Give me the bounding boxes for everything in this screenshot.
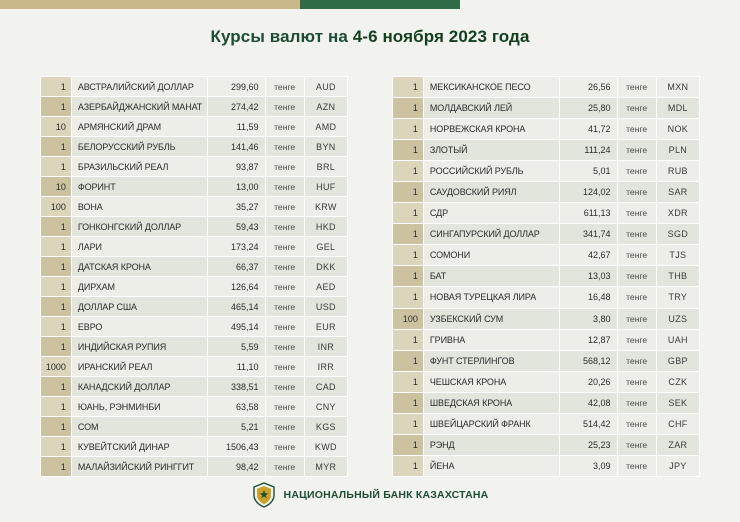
currency-quantity: 1: [41, 257, 72, 277]
currency-unit: тенге: [617, 287, 656, 308]
footer: [0, 482, 740, 508]
currency-code: NOK: [656, 119, 699, 140]
table-row: [41, 337, 348, 357]
currency-code: DKK: [304, 257, 347, 277]
currency-rate: 495,14: [207, 317, 265, 337]
currency-quantity: 1: [41, 157, 72, 177]
table-row: [393, 371, 700, 392]
currency-quantity: 1: [393, 98, 424, 119]
currency-code: CHF: [656, 413, 699, 434]
table-row: [41, 237, 348, 257]
table-row: [41, 437, 348, 457]
currency-name: ИРАНСКИЙ РЕАЛ: [71, 357, 207, 377]
currency-quantity: 1: [41, 337, 72, 357]
currency-rate: 12,87: [559, 329, 617, 350]
currency-rate: 111,24: [559, 140, 617, 161]
currency-code: CAD: [304, 377, 347, 397]
currency-name: СОМОНИ: [423, 245, 559, 266]
currency-code: GBP: [656, 350, 699, 371]
table-row: [41, 377, 348, 397]
table-row: [41, 97, 348, 117]
currency-rate: 5,59: [207, 337, 265, 357]
currency-code: AZN: [304, 97, 347, 117]
currency-quantity: 1: [393, 140, 424, 161]
currency-quantity: 1000: [41, 357, 72, 377]
currency-quantity: 1: [393, 245, 424, 266]
table-row: [41, 157, 348, 177]
currency-name: ВОНА: [71, 197, 207, 217]
currency-name: ГОНКОНГСКИЙ ДОЛЛАР: [71, 217, 207, 237]
currency-rate: 59,43: [207, 217, 265, 237]
currency-unit: тенге: [265, 157, 304, 177]
currency-name: НОВАЯ ТУРЕЦКАЯ ЛИРА: [423, 287, 559, 308]
currency-code: MXN: [656, 77, 699, 98]
currency-rate: 16,48: [559, 287, 617, 308]
currency-rate: 26,56: [559, 77, 617, 98]
currency-unit: тенге: [265, 397, 304, 417]
currency-code: HKD: [304, 217, 347, 237]
currency-name: АВСТРАЛИЙСКИЙ ДОЛЛАР: [71, 77, 207, 97]
currency-quantity: 1: [41, 97, 72, 117]
table-row: [393, 287, 700, 308]
currency-code: MYR: [304, 457, 347, 477]
currency-quantity: 1: [393, 182, 424, 203]
currency-name: ФУНТ СТЕРЛИНГОВ: [423, 350, 559, 371]
currency-rate: 20,26: [559, 371, 617, 392]
currency-name: УЗБЕКСКИЙ СУМ: [423, 308, 559, 329]
currency-name: ИНДИЙСКАЯ РУПИЯ: [71, 337, 207, 357]
top-bar-green-segment: [300, 0, 460, 9]
currency-rate: 35,27: [207, 197, 265, 217]
currency-code: PLN: [656, 140, 699, 161]
currency-unit: тенге: [265, 237, 304, 257]
table-row: [41, 177, 348, 197]
currency-code: AED: [304, 277, 347, 297]
table-row: [41, 357, 348, 377]
currency-quantity: 1: [41, 217, 72, 237]
currency-code: XDR: [656, 203, 699, 224]
currency-rate: 299,60: [207, 77, 265, 97]
table-row: [41, 277, 348, 297]
currency-code: SEK: [656, 392, 699, 413]
table-row: [393, 245, 700, 266]
currency-name: СОМ: [71, 417, 207, 437]
currency-rate: 5,01: [559, 161, 617, 182]
currency-unit: тенге: [265, 177, 304, 197]
currency-rate: 126,64: [207, 277, 265, 297]
currency-rate: 42,67: [559, 245, 617, 266]
currency-unit: тенге: [265, 137, 304, 157]
table-row: [393, 350, 700, 371]
currency-quantity: 1: [393, 350, 424, 371]
currency-quantity: 1: [41, 437, 72, 457]
currency-name: РЭНД: [423, 434, 559, 455]
currency-name: ДИРХАМ: [71, 277, 207, 297]
currency-rate: 13,00: [207, 177, 265, 197]
currency-unit: тенге: [617, 266, 656, 287]
currency-code: UAH: [656, 329, 699, 350]
currency-rate: 341,74: [559, 224, 617, 245]
currency-unit: тенге: [265, 317, 304, 337]
currency-rate: 274,42: [207, 97, 265, 117]
currency-quantity: 100: [393, 308, 424, 329]
currency-rate: 93,87: [207, 157, 265, 177]
currency-code: AUD: [304, 77, 347, 97]
currency-quantity: 1: [393, 455, 424, 476]
currency-rate: 13,03: [559, 266, 617, 287]
table-row: [41, 137, 348, 157]
table-row: [393, 182, 700, 203]
currency-name: ЧЕШСКАЯ КРОНА: [423, 371, 559, 392]
currency-unit: тенге: [617, 455, 656, 476]
currency-unit: тенге: [617, 140, 656, 161]
currency-quantity: 1: [393, 119, 424, 140]
currency-code: KGS: [304, 417, 347, 437]
currency-rate: 25,80: [559, 98, 617, 119]
currency-quantity: 1: [41, 77, 72, 97]
currency-code: KWD: [304, 437, 347, 457]
currency-code: THB: [656, 266, 699, 287]
table-row: [393, 119, 700, 140]
currency-name: БАТ: [423, 266, 559, 287]
currency-unit: тенге: [265, 117, 304, 137]
currency-unit: тенге: [265, 417, 304, 437]
currency-unit: тенге: [265, 97, 304, 117]
table-row: [41, 117, 348, 137]
currency-rate: 173,24: [207, 237, 265, 257]
currency-unit: тенге: [265, 277, 304, 297]
currency-name: ГРИВНА: [423, 329, 559, 350]
currency-unit: тенге: [617, 77, 656, 98]
currency-unit: тенге: [265, 297, 304, 317]
currency-name: РОССИЙСКИЙ РУБЛЬ: [423, 161, 559, 182]
currency-name: ШВЕЙЦАРСКИЙ ФРАНК: [423, 413, 559, 434]
currency-quantity: 100: [41, 197, 72, 217]
table-row: [41, 417, 348, 437]
table-row: [393, 77, 700, 98]
currency-rate: 141,46: [207, 137, 265, 157]
currency-name: ЕВРО: [71, 317, 207, 337]
table-row: [393, 98, 700, 119]
currency-tables-container: [0, 76, 740, 477]
currency-quantity: 1: [41, 137, 72, 157]
currency-code: JPY: [656, 455, 699, 476]
currency-code: TRY: [656, 287, 699, 308]
table-row: [393, 224, 700, 245]
currency-quantity: 1: [393, 266, 424, 287]
currency-rate: 5,21: [207, 417, 265, 437]
table-row: [393, 308, 700, 329]
currency-unit: тенге: [265, 77, 304, 97]
currency-quantity: 1: [41, 417, 72, 437]
currency-name: САУДОВСКИЙ РИЯЛ: [423, 182, 559, 203]
currency-quantity: 1: [393, 434, 424, 455]
currency-name: БЕЛОРУССКИЙ РУБЛЬ: [71, 137, 207, 157]
currency-rate: 1506,43: [207, 437, 265, 457]
page-title-prefix: Курсы валют на: [210, 27, 353, 46]
currency-quantity: 1: [393, 224, 424, 245]
decorative-top-bar: [0, 0, 740, 9]
currency-quantity: 1: [393, 371, 424, 392]
table-row: [393, 413, 700, 434]
currency-unit: тенге: [265, 357, 304, 377]
currency-name: КАНАДСКИЙ ДОЛЛАР: [71, 377, 207, 397]
currency-name: МАЛАЙЗИЙСКИЙ РИНГГИТ: [71, 457, 207, 477]
currency-quantity: 1: [393, 413, 424, 434]
table-row: [393, 434, 700, 455]
currency-unit: тенге: [617, 203, 656, 224]
currency-unit: тенге: [265, 257, 304, 277]
currency-code: SAR: [656, 182, 699, 203]
currency-quantity: 1: [41, 317, 72, 337]
table-row: [41, 397, 348, 417]
currency-unit: тенге: [265, 377, 304, 397]
currency-quantity: 1: [41, 297, 72, 317]
table-row: [393, 329, 700, 350]
currency-unit: тенге: [617, 308, 656, 329]
currency-unit: тенге: [265, 457, 304, 477]
currency-code: ZAR: [656, 434, 699, 455]
currency-unit: тенге: [617, 413, 656, 434]
currency-name: БРАЗИЛЬСКИЙ РЕАЛ: [71, 157, 207, 177]
top-bar-gold-segment: [0, 0, 300, 9]
currency-quantity: 1: [41, 377, 72, 397]
currency-code: CNY: [304, 397, 347, 417]
currency-unit: тенге: [265, 217, 304, 237]
currency-unit: тенге: [265, 337, 304, 357]
currency-quantity: 10: [41, 117, 72, 137]
currency-code: SGD: [656, 224, 699, 245]
currency-code: MDL: [656, 98, 699, 119]
currency-rate: 11,10: [207, 357, 265, 377]
table-row: [41, 317, 348, 337]
currency-name: ЙЕНА: [423, 455, 559, 476]
table-row: [41, 197, 348, 217]
currency-name: ЛАРИ: [71, 237, 207, 257]
footer-label: НАЦИОНАЛЬНЫЙ БАНК КАЗАХСТАНА: [283, 489, 489, 501]
currency-rate: 98,42: [207, 457, 265, 477]
currency-unit: тенге: [617, 371, 656, 392]
currency-unit: тенге: [617, 161, 656, 182]
table-row: [393, 203, 700, 224]
currency-code: GEL: [304, 237, 347, 257]
currency-code: KRW: [304, 197, 347, 217]
currency-table-right: [392, 76, 700, 477]
currency-rate: 3,09: [559, 455, 617, 476]
currency-name: СИНГАПУРСКИЙ ДОЛЛАР: [423, 224, 559, 245]
currency-rate: 514,42: [559, 413, 617, 434]
currency-quantity: 1: [41, 397, 72, 417]
currency-name: НОРВЕЖСКАЯ КРОНА: [423, 119, 559, 140]
currency-name: МЕКСИКАНСКОЕ ПЕСО: [423, 77, 559, 98]
table-row: [393, 266, 700, 287]
currency-rate: 41,72: [559, 119, 617, 140]
currency-name: ЗЛОТЫЙ: [423, 140, 559, 161]
currency-quantity: 1: [393, 329, 424, 350]
currency-table-left: [40, 76, 348, 477]
table-row: [393, 455, 700, 476]
bank-emblem-icon: [252, 482, 276, 508]
currency-unit: тенге: [617, 98, 656, 119]
currency-rate: 124,02: [559, 182, 617, 203]
currency-code: BRL: [304, 157, 347, 177]
currency-name: АЗЕРБАЙДЖАНСКИЙ МАНАТ: [71, 97, 207, 117]
table-row: [41, 217, 348, 237]
currency-rate: 3,80: [559, 308, 617, 329]
currency-name: ДОЛЛАР США: [71, 297, 207, 317]
currency-rate: 25,23: [559, 434, 617, 455]
currency-unit: тенге: [617, 245, 656, 266]
currency-name: МОЛДАВСКИЙ ЛЕЙ: [423, 98, 559, 119]
currency-rate: 66,37: [207, 257, 265, 277]
currency-code: AMD: [304, 117, 347, 137]
table-row: [41, 257, 348, 277]
table-row: [393, 140, 700, 161]
currency-quantity: 1: [41, 457, 72, 477]
table-row: [393, 392, 700, 413]
currency-rate: 611,13: [559, 203, 617, 224]
currency-unit: тенге: [617, 182, 656, 203]
page-title-date: 4-6 ноября 2023 года: [352, 27, 530, 46]
currency-quantity: 1: [393, 392, 424, 413]
currency-rate: 63,58: [207, 397, 265, 417]
currency-unit: тенге: [265, 437, 304, 457]
currency-quantity: 1: [41, 277, 72, 297]
currency-rate: 11,59: [207, 117, 265, 137]
currency-name: АРМЯНСКИЙ ДРАМ: [71, 117, 207, 137]
currency-rate: 338,51: [207, 377, 265, 397]
currency-rate: 465,14: [207, 297, 265, 317]
currency-name: ДАТСКАЯ КРОНА: [71, 257, 207, 277]
currency-name: ФОРИНТ: [71, 177, 207, 197]
currency-unit: тенге: [265, 197, 304, 217]
currency-name: ШВЕДСКАЯ КРОНА: [423, 392, 559, 413]
table-row: [393, 161, 700, 182]
currency-code: IRR: [304, 357, 347, 377]
currency-unit: тенге: [617, 224, 656, 245]
currency-code: CZK: [656, 371, 699, 392]
currency-quantity: 1: [393, 287, 424, 308]
currency-unit: тенге: [617, 392, 656, 413]
currency-quantity: 1: [393, 161, 424, 182]
currency-quantity: 1: [393, 203, 424, 224]
table-row: [41, 457, 348, 477]
currency-code: USD: [304, 297, 347, 317]
currency-quantity: 10: [41, 177, 72, 197]
currency-code: HUF: [304, 177, 347, 197]
currency-code: BYN: [304, 137, 347, 157]
table-row: [41, 77, 348, 97]
currency-code: TJS: [656, 245, 699, 266]
currency-rate: 42,08: [559, 392, 617, 413]
currency-quantity: 1: [393, 77, 424, 98]
currency-rate: 568,12: [559, 350, 617, 371]
currency-code: UZS: [656, 308, 699, 329]
currency-unit: тенге: [617, 434, 656, 455]
currency-code: EUR: [304, 317, 347, 337]
currency-unit: тенге: [617, 350, 656, 371]
currency-code: INR: [304, 337, 347, 357]
currency-unit: тенге: [617, 119, 656, 140]
currency-code: RUB: [656, 161, 699, 182]
currency-name: СДР: [423, 203, 559, 224]
currency-quantity: 1: [41, 237, 72, 257]
currency-name: ЮАНЬ, РЭНМИНБИ: [71, 397, 207, 417]
currency-name: КУВЕЙТСКИЙ ДИНАР: [71, 437, 207, 457]
currency-unit: тенге: [617, 329, 656, 350]
table-row: [41, 297, 348, 317]
